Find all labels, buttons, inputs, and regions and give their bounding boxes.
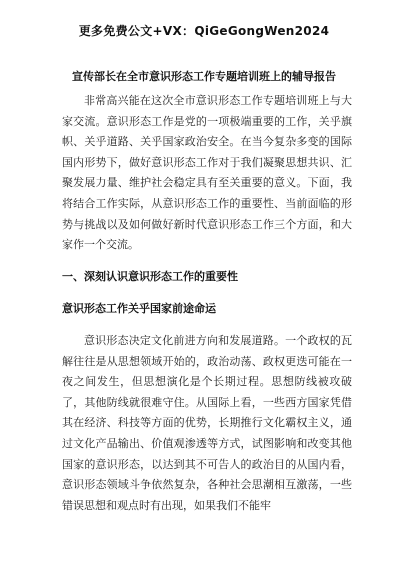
- body-paragraph: 意识形态决定文化前进方向和发展道路。一个政权的瓦解往往是从思想领域开始的，政治动荡、政权更迭可能在一夜之间发生，但思想演化是个长期过程。思想防线被攻破了，其他防线就很难守住。从国际上看，一些西方国家凭借其在经济、科技等方面的优势，长期推行文化霸权主义，通过文化产品输出、价值观渗透等方式，试图影响和改变其他国家的意识形态，以达到其不可告人的政治目的从国内看，意识形态领域斗争依然复杂，各种社会思潮相互激荡，一些错误思想和观点时有出现，如果我们不能牢: [62, 334, 352, 512]
- intro-paragraph: 非常高兴能在这次全市意识形态工作专题培训班上与大家交流。意识形态工作是党的一项极端重要的工作，关乎旗帜、关乎道路、关乎国家政治安全。在当今复杂多变的国际国内形势下，做好意识形态工作对于我们凝聚思想共识、汇聚发展力量、维护社会稳定具有至关重要的意义。下面，我将结合工作实际，从意识形态工作的重要性、当前面临的形势与挑战以及如何做好新时代意识形态工作三个方面，和大家作一个交流。: [62, 94, 352, 252]
- document-title: 宣传部长在全市意识形态工作专题培训班上的辅导报告: [72, 70, 336, 83]
- section-heading: 一、深刻认识意识形态工作的重要性: [62, 270, 238, 283]
- watermark-header: 更多免费公文+VX：QiGeGongWen2024: [78, 24, 330, 38]
- subsection-heading: 意识形态工作关乎国家前途命运: [62, 302, 216, 315]
